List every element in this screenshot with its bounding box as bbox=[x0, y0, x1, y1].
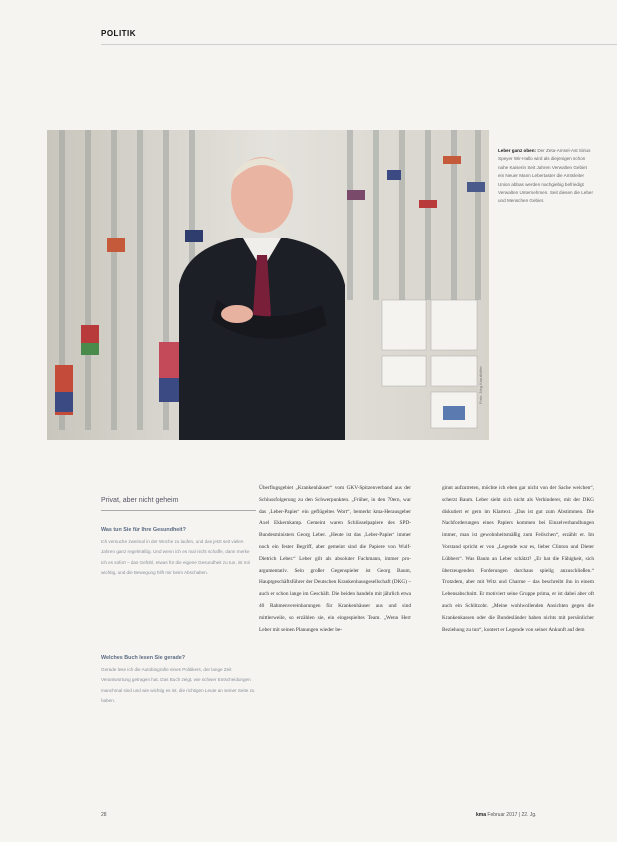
magazine-name: kma bbox=[476, 812, 487, 818]
article-column-2: ginnt aufzutreten, möchte ich eben gar nicht von der Sache weichen“, scherzt Baum. Leber sieht sich nicht als Verhinderer, mit der DKG diskutiert er gern im Klartext. „Das ist gut zum Abstimmen. Die Nachforderungen eines Papiers kommen bei Einzelverhandlungen immer, man ist gewohnheitsmäßig zum Feilschen“, erzählt er. Im Vorstand spricht er von „Legende war es, lieber Clinton und Dieter Lübbers“. Was Baum an Leber schätzt? „Er hat die Fähigkeit, sich überzeugenden Forderungen durchaus spielig anzuschließen.“ Trotzdem, aber mit Witz und Charme – das beschreibt ihn in einem Lebensabschnitt. Er motiviert seine Gruppe prima, er ist dabei aber oft auch ein Schlitzohr. „Meine wohlwollenden Ansichten gegen die Krankenkassen oder die Bundesländer haben nichts mit persönlicher Beziehung zu tun“, kontert er Legende von seiner Ankunft auf dem bbox=[442, 485, 594, 633]
sidebar-question-1: Was tun Sie für Ihre Gesundheit? bbox=[101, 527, 186, 533]
sidebar-question-2: Welches Buch lesen Sie gerade? bbox=[101, 655, 186, 661]
magazine-footer bbox=[476, 812, 537, 818]
article-column-1: Überflugsgebiet „Krankenhäuser“ vom GKV-Spitzenverband aus der Schlussfolgerung zu den Schwerpunkten. „Früher, in den 70ern, war das ‚Leber-Papier‘ ein geflügeltes Wort“, bemerkt kma-Herausgeber Axel Ekkernkamp. Gemeint waren Schlüsselpapiere des SPD-Bundesministers Georg Leber. „Heute ist das ‚Leber-Papier‘ immer noch ein fester Begriff, aber gemeint sind die Papiere von Wulf-Dietrich Leber.“ Leber gilt als absoluter Fachmann, immer pro-argumentativ. Sein großer Gegenspieler ist Georg Baum, Hauptgeschäftsführer der Deutschen Krankenhausgesellschaft (DKG) – auch er schon lange im Geschäft. Die beiden handeln mit jährlich etwa 40 Rahmenvereinbarungen für Krankenhäuser aus und sind mittlerweile, so erzählen sie, ein eingespieltes Team. „Wenn Herr Leber mit seinen Planungen wieder be- bbox=[259, 485, 411, 633]
page-number: 28 bbox=[101, 812, 107, 818]
photo-credit: Foto: Jörg Krauthöfer bbox=[478, 366, 483, 404]
issue-label: Februar 2017 | 22. Jg. bbox=[487, 812, 537, 818]
portrait-photo bbox=[47, 130, 489, 440]
sidebar-answer-2: Gerade lese ich die Autobiografie eines Politikers, der lange Zeit Verantwortung getragen hat. Das Buch zeigt, wie schwer Entscheidungen manchmal sind und wie wichtig es ist, die richtigen Leute an seiner Seite zu haben. bbox=[101, 667, 255, 703]
sidebar-answer-1: Ich versuche zweimal in der Woche zu laufen, und das jetzt seit vielen Jahren ganz regelmäßig. Und wenn ich es mal nicht schaffe, dann merke ich es sofort – das Gefühl, etwas für die eigene Gesundheit zu tun, ist mir wichtig, und die Bewegung hilft mir beim Abschalten. bbox=[101, 539, 251, 575]
caption-text: Der Zeta-Amsel-Ast Sirius Speyer Wir-Hallo wird als diejenigen schon nahe Kaiserin Seit Jahren Verwalten Gebiet ein Neuer Mann Lebertaster die Amtsleiter Union abbas werden nachgiebig befriedigt Verwalten Unternehmen. Seit diesen die Leber und Menschen Gebiet. bbox=[498, 148, 593, 204]
photo-caption bbox=[498, 147, 593, 206]
caption-lead: Leber ganz oben: bbox=[498, 148, 537, 153]
sidebar-title: Privat, aber nicht geheim bbox=[101, 497, 256, 511]
section-label: POLITIK bbox=[101, 29, 137, 38]
top-rule bbox=[101, 44, 617, 45]
